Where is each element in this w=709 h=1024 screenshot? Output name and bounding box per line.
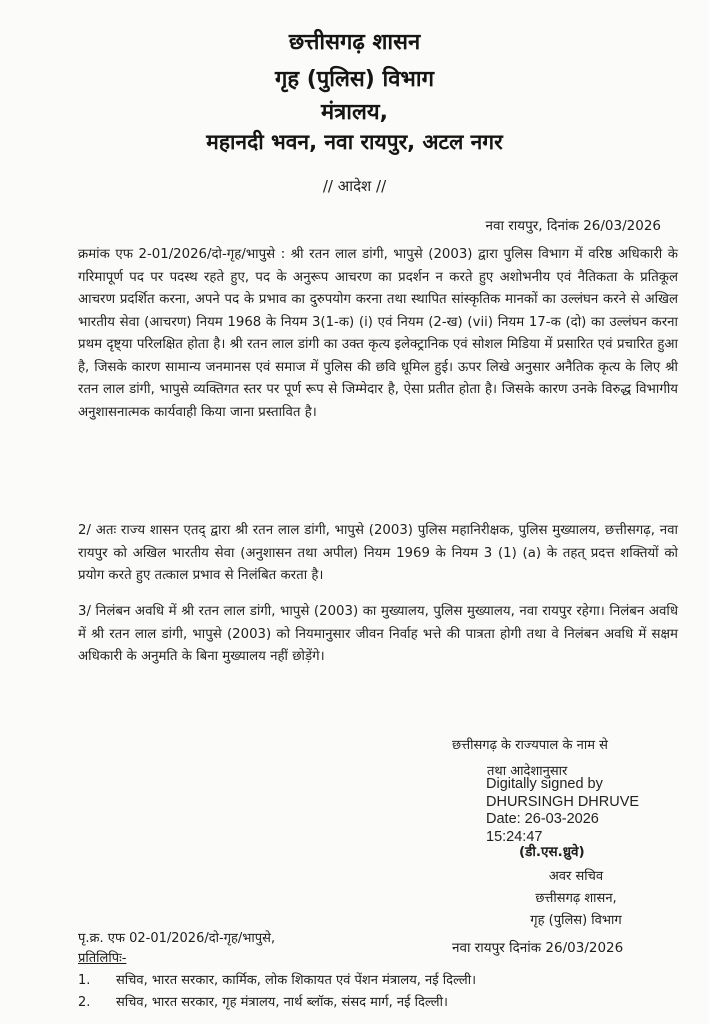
digital-signature-date: Date: 26-03-2026 xyxy=(486,811,599,827)
endorsement-reference: पृ.क्र. एफ 02-01/2026/दो-गृह/भापुसे, xyxy=(78,931,276,946)
signing-authority-line1: छत्तीसगढ़ के राज्यपाल के नाम से xyxy=(452,738,608,753)
signatory-designation: अवर सचिव xyxy=(548,869,604,884)
office-address: महानदी भवन, नवा रायपुर, अटल नगर xyxy=(206,130,503,154)
copy-to-item xyxy=(78,970,476,988)
copy-to-label: प्रतिलिपिः- xyxy=(78,951,127,966)
digital-signature-block xyxy=(486,776,639,846)
copy-to-item-number: 2. xyxy=(78,995,91,1010)
signatory-government: छत्तीसगढ़ शासन, xyxy=(535,891,617,906)
copy-to-item-number: 1. xyxy=(78,973,91,988)
signatory-department: गृह (पुलिस) विभाग xyxy=(530,913,622,928)
digital-signature-line1: Digitally signed by xyxy=(486,776,603,792)
paragraph-2: 2/ अतः राज्य शासन एतद् द्वारा श्री रतन लाल डांगी, भापुसे (2003) पुलिस महानिरीक्षक, पुलिस मुख्यालय, छत्तीसगढ़, नवा रायपुर को अखिल भारतीय सेवा (अनुशासन तथा अपील) नियम 1969 के नियम 3 (1) (a) के तहत् प्रदत्त शक्तियों को प्रयोग करते हुए तत्काल प्रभाव से निलंबित करता है। xyxy=(78,523,678,583)
paragraph-3: 3/ निलंबन अवधि में श्री रतन लाल डांगी, भापुसे (2003) का मुख्यालय, पुलिस मुख्यालय, नवा रायपुर रहेगा। निलंबन अवधि में श्री रतन लाल डांगी, भापुसे (2003) को नियमानुसार जीवन निर्वाह भत्ते की पात्रता होगी तथा वे निलंबन अवधि में सक्षम अधिकारी के अनुमति के बिना मुख्यालय नहीं छोड़ेंगे। xyxy=(78,604,678,664)
paragraph-1: क्रमांक एफ 2-01/2026/दो-गृह/भापुसे : श्री रतन लाल डांगी, भापुसे (2003) द्वारा पुलिस विभाग में वरिष्ठ अधिकारी के गरिमापूर्ण पद पर पदस्थ रहते हुए, पद के अनुरूप आचरण का प्रदर्शन न करते हुए अशोभनीय एवं नैतिकता के प्रतिकूल आचरण प्रदर्शित करना, अपने पद के प्रभाव का दुरुपयोग करना तथा स्थापित सांस्कृतिक मानकों का उल्लंघन करने से अखिल भारतीय सेवा (आचरण) नियम 1968 के नियम 3(1-क) (i) एवं नियम (2-ख) (vii) नियम 17-क (दो) का उल्लंघन करना प्रथम दृष्ट्या परिलक्षित होता है। श्री रतन लाल डांगी का उक्त कृत्य इलेक्ट्रानिक एवं सोशल मिडिया में प्रसारित एवं प्रचारित हुआ है, जिसके कारण सामान्य जनमानस एवं समाज में पुलिस की छवि धूमिल हुई। ऊपर लिखे अनुसार अनैतिक कृत्य के लिए श्री रतन लाल डांगी, भापुसे व्यक्तिगत स्तर पर पूर्ण रूप से जिम्मेदार है, ऐसा प्रतीत होता है। जिसके कारण उनके विरुद्ध विभागीय अनुशासनात्मक कार्यवाही किया जाना प्रस्तावित है। xyxy=(78,247,678,420)
signing-authority-line2: तथा आदेशानुसार xyxy=(487,764,568,779)
government-name: छत्तीसगढ़ शासन xyxy=(288,30,421,55)
signatory-abbreviation: (डी.एस.ध्रुवे) xyxy=(519,844,585,860)
endorsement-date: नवा रायपुर दिनांक 26/03/2026 xyxy=(452,940,624,956)
ministry-name: मंत्रालय, xyxy=(320,100,389,125)
copy-to-item-text: सचिव, भारत सरकार, गृह मंत्रालय, नार्थ ब्लॉक, संसद मार्ग, नई दिल्ली। xyxy=(116,995,448,1010)
department-name: गृह (पुलिस) विभाग xyxy=(275,67,434,92)
digital-signature-time: 15:24:47 xyxy=(486,828,543,845)
order-title: // आदेश // xyxy=(322,177,387,195)
copy-to-item xyxy=(78,992,448,1010)
digital-signature-name: DHURSINGH DHRUVE xyxy=(486,793,640,810)
copy-to-item-text: सचिव, भारत सरकार, कार्मिक, लोक शिकायत एवं पेंशन मंत्रालय, नई दिल्ली। xyxy=(116,973,477,988)
order-date: नवा रायपुर, दिनांक 26/03/2026 xyxy=(485,218,661,234)
